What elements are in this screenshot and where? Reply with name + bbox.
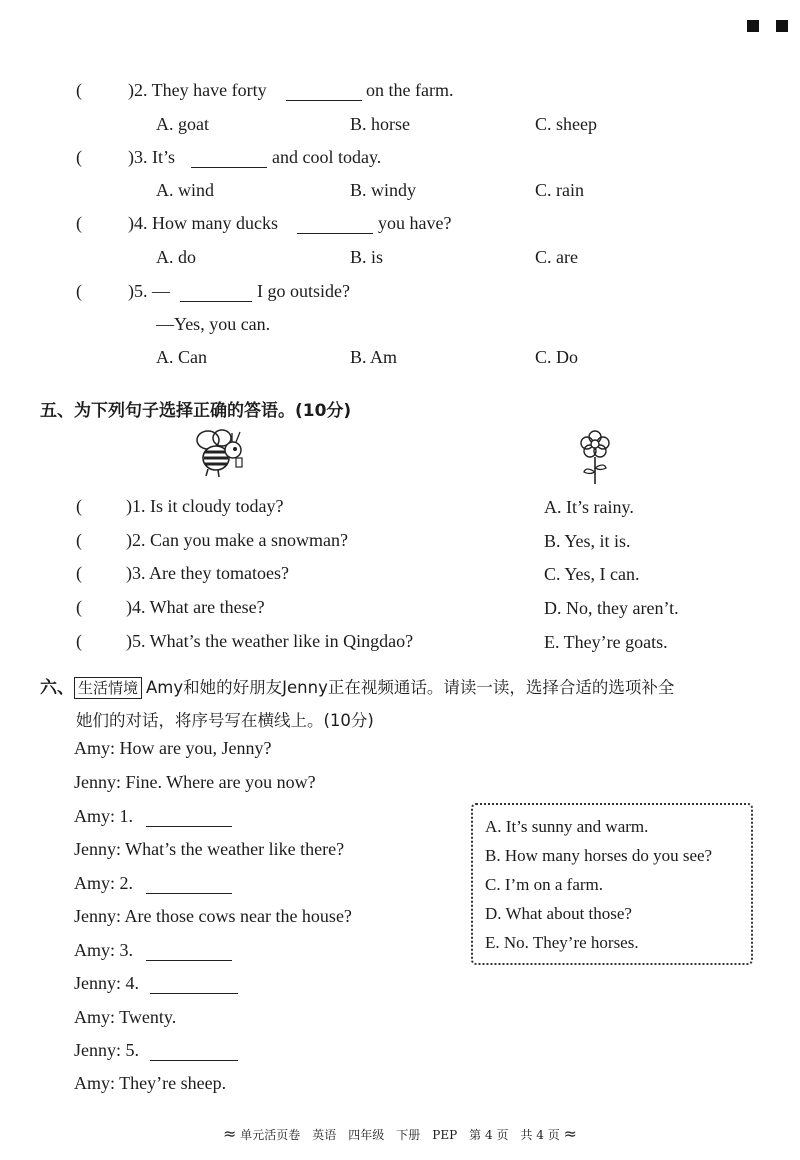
fill-blank[interactable] [286, 84, 362, 101]
dialogue-line: Amy: They’re sheep. [74, 1073, 227, 1093]
question-text: )2. Can you make a snowman? [126, 530, 348, 550]
page-footer [0, 1124, 800, 1143]
answer-option: D. No, they aren’t. [544, 598, 679, 618]
answer-option: B. Yes, it is. [544, 531, 631, 551]
dialogue-line: Amy: 2. [74, 873, 134, 893]
option-c: C. Do [535, 347, 579, 367]
question-text: )5. What’s the weather like in Qingdao? [126, 631, 414, 651]
question-text: )3. It’s [128, 147, 175, 167]
fill-blank[interactable] [191, 151, 267, 168]
box-option: C. I’m on a farm. [485, 875, 604, 894]
answer-paren[interactable]: ( [76, 80, 82, 100]
answer-paren[interactable]: ( [76, 631, 82, 651]
fill-blank[interactable] [150, 977, 238, 994]
dialogue-line: Jenny: 4. [74, 973, 139, 993]
option-a: A. do [156, 247, 196, 267]
answer-paren[interactable]: ( [76, 530, 82, 550]
fill-blank[interactable] [146, 877, 232, 894]
fill-blank[interactable] [180, 285, 252, 302]
dialogue-line: Amy: Twenty. [74, 1007, 177, 1027]
answer-option: C. Yes, I can. [544, 564, 640, 584]
dialogue-line: Jenny: 5. [74, 1040, 139, 1060]
option-b: B. is [350, 247, 384, 267]
question-text-after: you have? [378, 213, 452, 233]
question-text-after: and cool today. [272, 147, 382, 167]
fill-blank[interactable] [146, 810, 232, 827]
dialogue-line: Jenny: Are those cows near the house? [74, 906, 352, 926]
option-c: C. are [535, 247, 578, 267]
footer-text: 单元活页卷 英语 四年级 下册 PEP 第 4 页 共 4 页 [240, 1128, 560, 1142]
option-b: B. Am [350, 347, 398, 367]
footer-deco-left: ≈ [223, 1124, 237, 1143]
question-text: )1. Is it cloudy today? [126, 496, 284, 516]
box-option: D. What about those? [485, 904, 632, 923]
dialogue-line: Amy: 3. [74, 940, 134, 960]
question-text: )5. — [128, 281, 170, 301]
answer-paren[interactable]: ( [76, 147, 82, 167]
reply-text: —Yes, you can. [156, 314, 271, 334]
option-c: C. rain [535, 180, 584, 200]
answer-paren[interactable]: ( [76, 496, 82, 516]
answer-paren[interactable]: ( [76, 213, 82, 233]
question-text-after: I go outside? [257, 281, 350, 301]
footer-deco-right: ≈ [563, 1124, 577, 1143]
corner-mark-right [776, 20, 788, 32]
option-a: A. goat [156, 114, 209, 134]
section-title: 五、为下列句子选择正确的答语。(10分) [40, 401, 352, 421]
question-text-after: on the farm. [366, 80, 454, 100]
answer-option: E. They’re goats. [544, 632, 668, 652]
flower-icon [578, 428, 612, 486]
section-title-line2: 她们的对话，将序号写在横线上。(10分) [76, 711, 374, 730]
option-a: A. Can [156, 347, 207, 367]
box-option: B. How many horses do you see? [485, 846, 713, 865]
section-title [40, 673, 674, 699]
corner-mark-left [747, 20, 759, 32]
fill-blank[interactable] [150, 1044, 238, 1061]
fill-blank[interactable] [146, 944, 232, 961]
dialogue-line: Amy: 1. [74, 806, 134, 826]
answer-paren[interactable]: ( [76, 563, 82, 583]
bee-icon [192, 428, 252, 480]
dialogue-line: Jenny: What’s the weather like there? [74, 839, 345, 859]
box-option: E. No. They’re horses. [485, 933, 639, 952]
dialogue-line: Jenny: Fine. Where are you now? [74, 772, 316, 792]
option-a: A. wind [156, 180, 214, 200]
scenario-tag: 生活情境 [74, 677, 142, 699]
answer-option: A. It’s rainy. [544, 497, 634, 517]
answer-paren[interactable]: ( [76, 281, 82, 301]
question-text: )4. How many ducks [128, 213, 278, 233]
answer-paren[interactable]: ( [76, 597, 82, 617]
option-b: B. horse [350, 114, 410, 134]
option-b: B. windy [350, 180, 417, 200]
section-title-line1: Amy和她的好朋友Jenny正在视频通话。请读一读，选择合适的选项补全 [146, 678, 675, 697]
section-number: 六、 [40, 678, 74, 698]
question-text: )3. Are they tomatoes? [126, 563, 289, 583]
option-c: C. sheep [535, 114, 597, 134]
fill-blank[interactable] [297, 217, 373, 234]
question-text: )2. They have forty [128, 80, 267, 100]
question-text: )4. What are these? [126, 597, 265, 617]
box-option: A. It’s sunny and warm. [485, 817, 649, 836]
dialogue-line: Amy: How are you, Jenny? [74, 738, 272, 758]
